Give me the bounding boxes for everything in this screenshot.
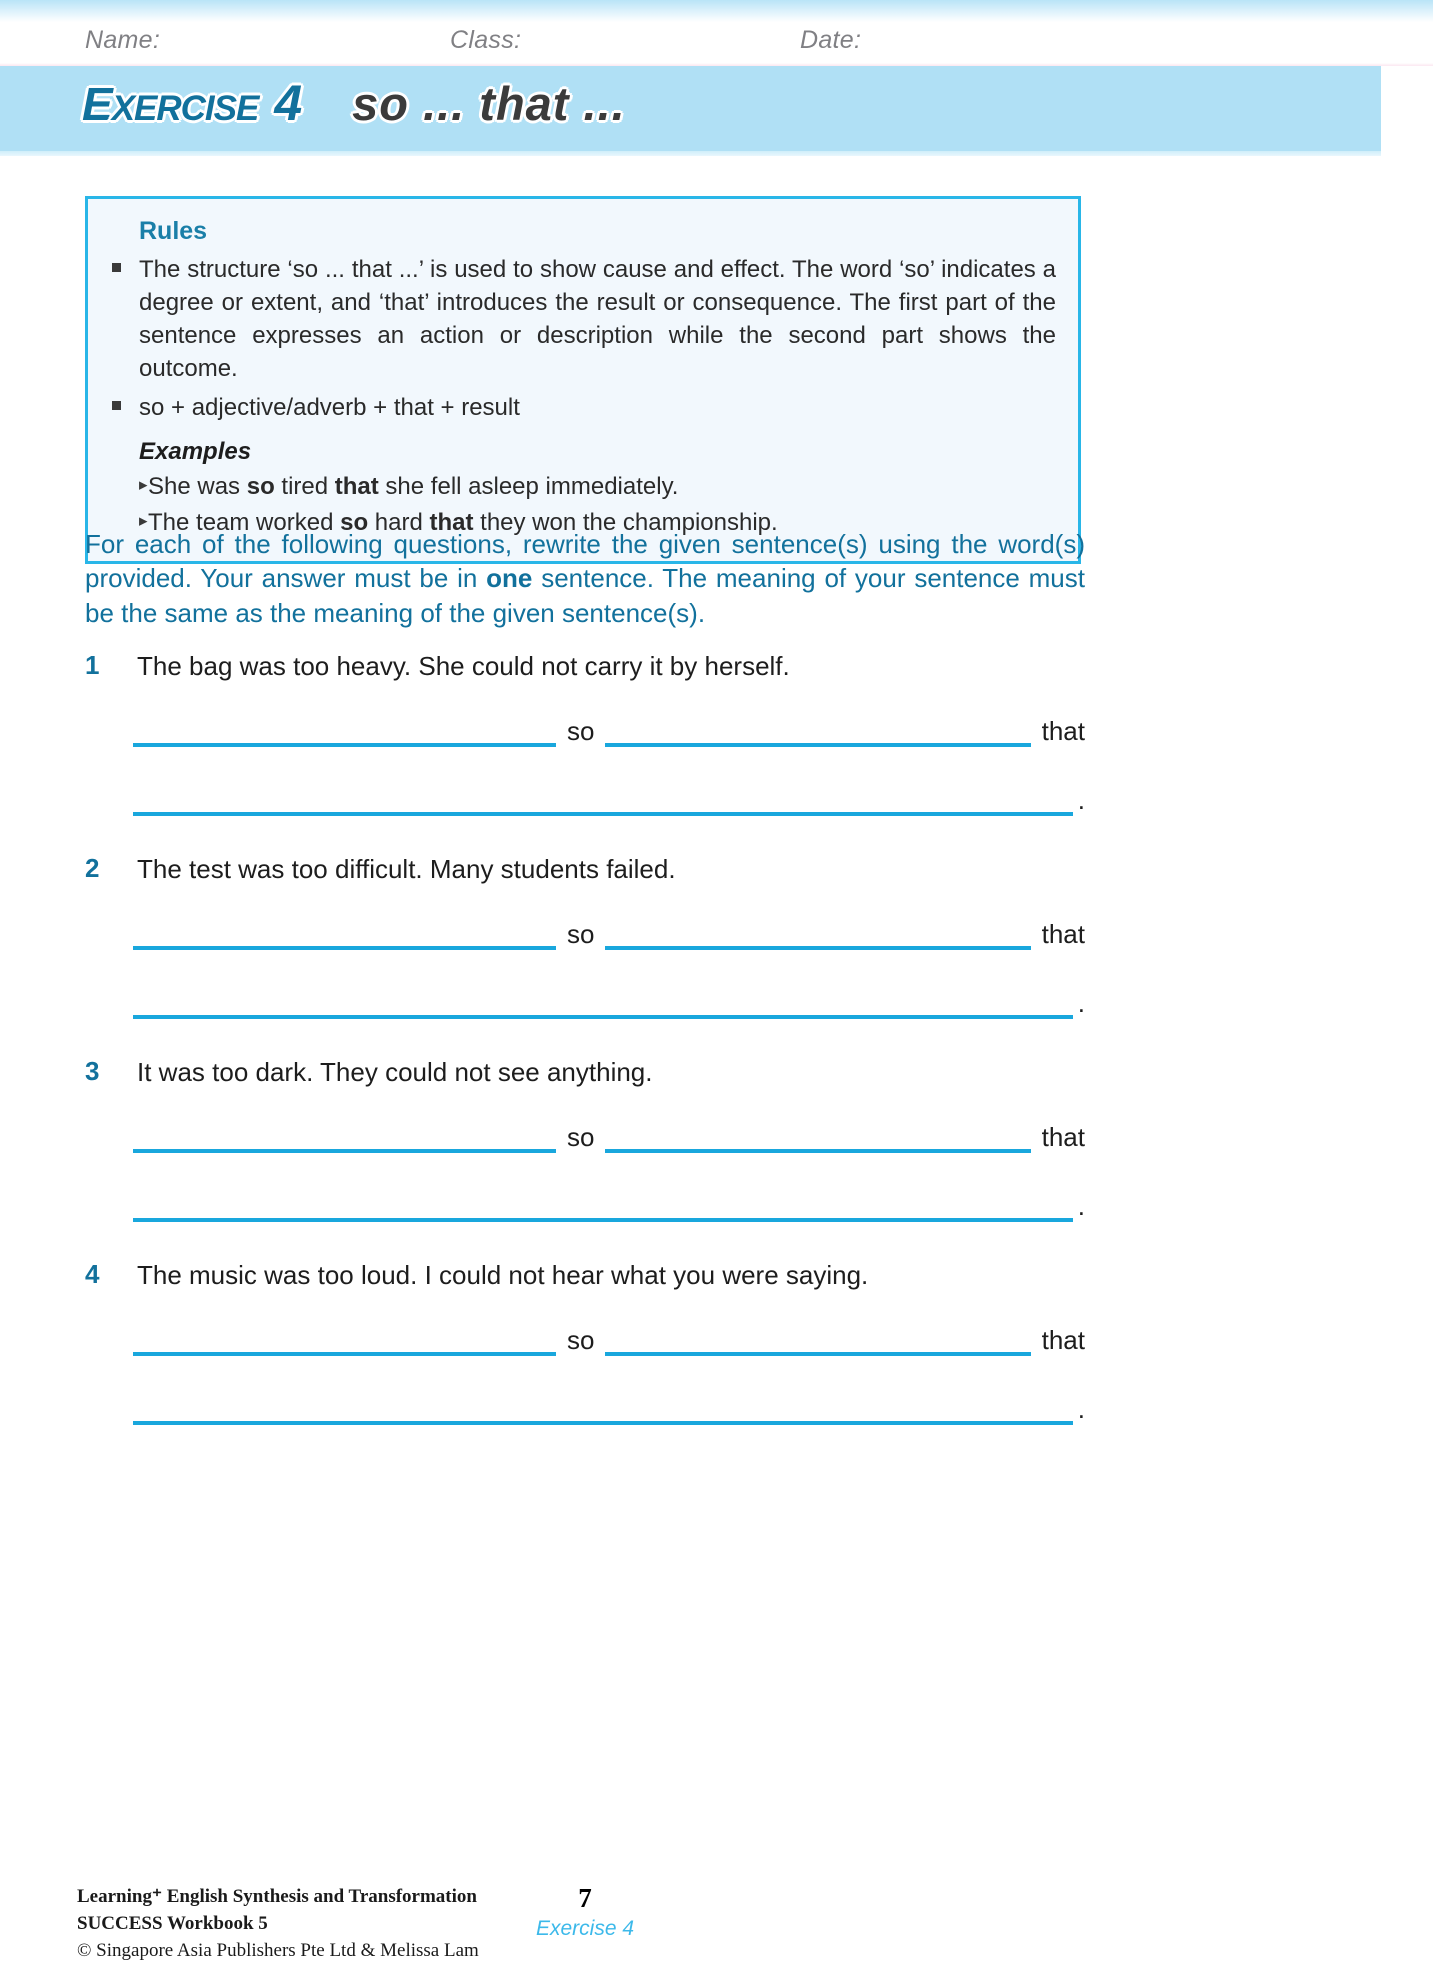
exercise-title-band <box>0 66 1381 151</box>
answer-line-row-secondary <box>133 1186 1085 1222</box>
answer-blank-after-so[interactable] <box>605 914 1030 950</box>
question-header <box>85 650 1085 683</box>
answer-line-row-primary <box>133 1320 1085 1356</box>
question-text: The bag was too heavy. She could not carry it by herself. <box>137 651 790 681</box>
answer-blank-after-so[interactable] <box>605 1320 1030 1356</box>
question-item <box>85 1056 1085 1222</box>
question-text: It was too dark. They could not see anything. <box>137 1057 653 1087</box>
answer-blank-before-so[interactable] <box>133 914 556 950</box>
name-label: Name: <box>85 26 161 54</box>
exercise-word <box>82 77 258 131</box>
answer-terminator: . <box>1077 1190 1085 1221</box>
answer-terminator: . <box>1077 784 1085 815</box>
question-header <box>85 1259 1085 1292</box>
question-number: 3 <box>85 1056 100 1086</box>
footer-exercise-label: Exercise 4 <box>535 1916 635 1940</box>
question-item <box>85 650 1085 816</box>
example-bold-so: so <box>340 509 369 537</box>
date-label: Date: <box>800 26 862 54</box>
answer-blank-before-so[interactable] <box>133 711 556 747</box>
exercise-word-initial: E <box>82 78 112 130</box>
answer-line-row-secondary <box>133 780 1085 816</box>
class-label: Class: <box>450 26 522 54</box>
footer-workbook-line: SUCCESS Workbook 5 <box>77 1912 268 1934</box>
connector-that: that <box>1041 715 1085 746</box>
example-bold-that: that <box>334 473 379 501</box>
examples-heading: Examples <box>139 438 252 466</box>
answer-line-row-primary <box>133 711 1085 747</box>
answer-terminator: . <box>1077 1393 1085 1424</box>
answer-line-row-secondary <box>133 983 1085 1019</box>
question-item <box>85 853 1085 1019</box>
square-bullet-icon <box>112 254 139 272</box>
answer-blank-second-line[interactable] <box>133 780 1073 816</box>
example-bold-that: that <box>429 509 474 537</box>
question-number: 1 <box>85 650 100 680</box>
connector-that: that <box>1041 1324 1085 1355</box>
connector-that: that <box>1041 918 1085 949</box>
footer-page-block <box>530 1884 640 1941</box>
rule-text: The structure ‘so ... that ...’ is used to show cause and effect. The word ‘so’ indicates a degree or extent, and ‘that’ introduces the result or consequence. The first part of the sentence expresses an action or description while the second part shows the outcome. <box>139 256 1056 382</box>
footer-copyright-line: © Singapore Asia Publishers Pte Ltd & Melissa Lam <box>77 1939 479 1961</box>
example-post: they won the championship. <box>473 509 778 537</box>
answer-blank-before-so[interactable] <box>133 1320 556 1356</box>
example-text <box>148 470 1056 504</box>
connector-so: so <box>567 715 595 746</box>
answer-line-row-secondary <box>133 1389 1085 1425</box>
example-post: she fell asleep immediately. <box>378 473 679 501</box>
instructions-part-2: sentence. The meaning of your sentence must be the same as the meaning of the given sentence(s). <box>85 563 1085 628</box>
triangle-bullet-icon: ▸ <box>139 475 148 495</box>
rule-item <box>112 254 1056 386</box>
question-text: The music was too loud. I could not hear what you were saying. <box>137 1260 869 1290</box>
answer-blank-second-line[interactable] <box>133 1389 1073 1425</box>
answer-terminator: . <box>1077 987 1085 1018</box>
rules-box <box>85 196 1081 564</box>
instructions-emphasis: one <box>486 563 533 594</box>
answer-line-row-primary <box>133 1117 1085 1153</box>
instructions-part-1: For each of the following questions, rewrite the given sentence(s) using the word(s) provided. Your answer must be in <box>85 529 1085 594</box>
connector-so: so <box>567 1121 595 1152</box>
rule-item <box>112 392 1056 425</box>
footer-publisher-info <box>77 1884 479 1965</box>
example-bold-so: so <box>246 473 275 501</box>
triangle-bullet-icon: ▸ <box>139 511 148 531</box>
answer-blank-after-so[interactable] <box>605 711 1030 747</box>
question-header <box>85 853 1085 886</box>
example-mid: tired <box>274 473 335 501</box>
exercise-number: 4 <box>274 75 303 131</box>
answer-blank-before-so[interactable] <box>133 1117 556 1153</box>
footer-title-line: Learning⁺ English Synthesis and Transformation <box>77 1886 477 1907</box>
question-item <box>85 1259 1085 1425</box>
exercise-title <box>82 74 626 132</box>
question-number: 2 <box>85 853 100 883</box>
exercise-word-rest: XERCISE <box>111 89 259 128</box>
instructions-paragraph <box>85 527 1085 630</box>
exercise-topic: so ... that ... <box>352 77 626 130</box>
page-number: 7 <box>578 1883 592 1913</box>
answer-line-row-primary <box>133 914 1085 950</box>
example-pre: She was <box>148 473 247 501</box>
example-mid: hard <box>368 509 430 537</box>
question-text: The test was too difficult. Many students failed. <box>137 854 676 884</box>
answer-blank-second-line[interactable] <box>133 983 1073 1019</box>
connector-that: that <box>1041 1121 1085 1152</box>
rule-text: so + adjective/adverb + that + result <box>139 393 520 421</box>
question-number: 4 <box>85 1259 100 1289</box>
rules-heading: Rules <box>139 217 208 245</box>
student-info-row <box>0 22 1433 64</box>
connector-so: so <box>567 1324 595 1355</box>
example-pre: The team worked <box>148 509 341 537</box>
answer-blank-second-line[interactable] <box>133 1186 1073 1222</box>
title-band-shadow <box>0 151 1381 156</box>
question-header <box>85 1056 1085 1089</box>
connector-so: so <box>567 918 595 949</box>
answer-blank-after-so[interactable] <box>605 1117 1030 1153</box>
top-gradient-strip <box>0 0 1433 22</box>
square-bullet-icon <box>112 392 139 410</box>
example-item <box>112 470 1056 504</box>
